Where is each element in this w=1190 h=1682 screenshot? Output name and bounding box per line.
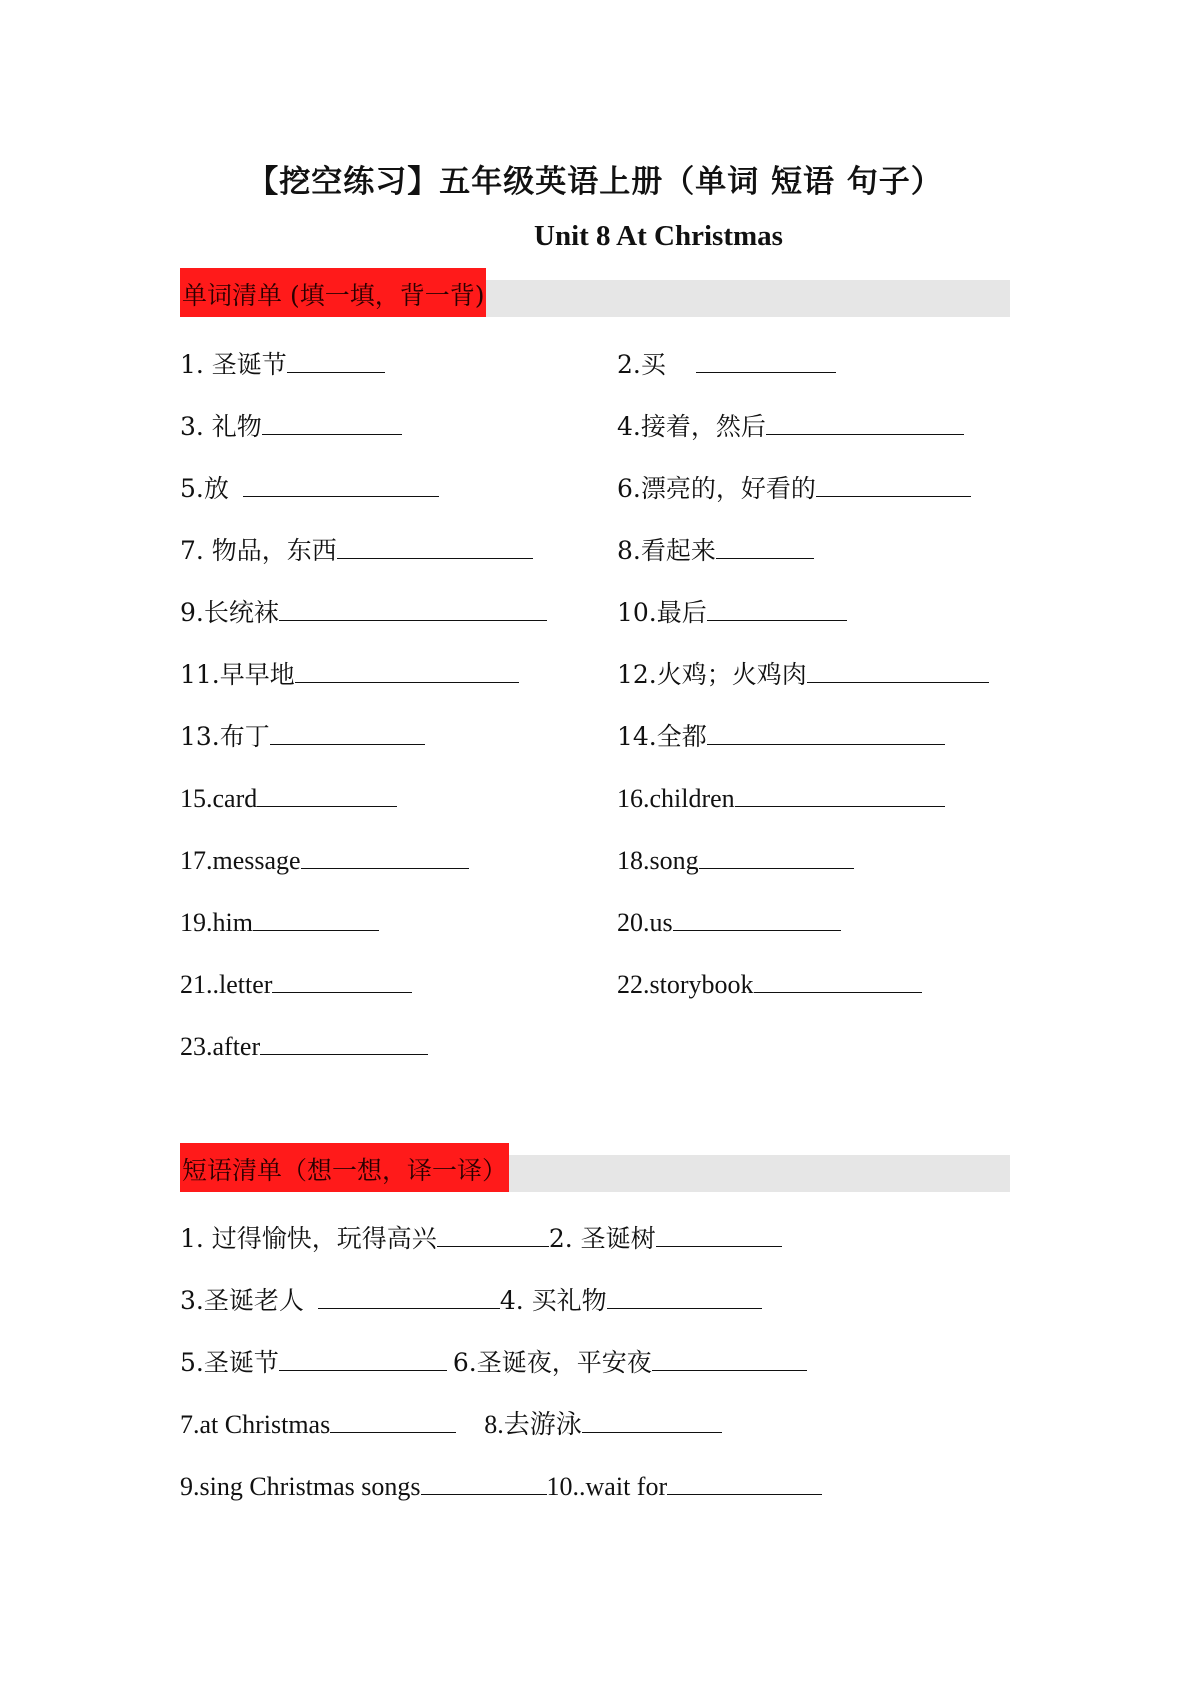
vocab-item-5: 5.放 <box>180 470 439 506</box>
vocab-item-17: 17.message <box>180 842 469 878</box>
vocab-item-1: 1. 圣诞节 <box>180 346 385 382</box>
vocab-item-16: 16.children <box>617 780 945 816</box>
vocab-item-3: 3. 礼物 <box>180 408 402 444</box>
vocab-item-20: 20.us <box>617 904 841 940</box>
unit-subtitle: Unit 8 At Christmas <box>534 220 783 252</box>
vocab-item-12: 12.火鸡；火鸡肉 <box>617 656 989 692</box>
vocab-section-heading: 单词清单 (填一填，背一背) <box>180 268 486 317</box>
vocab-item-4: 4.接着，然后 <box>617 408 964 444</box>
phrase-item-1: 1. 过得愉快，玩得高兴 <box>180 1224 437 1253</box>
vocab-item-23: 23.after <box>180 1028 428 1064</box>
page-title: 【挖空练习】五年级英语上册（单词 短语 句子） <box>247 164 943 200</box>
vocab-item-2: 2.买 <box>617 346 836 382</box>
vocab-item-9: 9.长统袜 <box>180 594 547 630</box>
vocab-item-13: 13.布丁 <box>180 718 425 754</box>
phrase-item-3: 3.圣诞老人 <box>180 1286 304 1315</box>
phrase-row-5 <box>180 1468 822 1504</box>
vocab-item-10: 10.最后 <box>617 594 847 630</box>
phrase-row-4 <box>180 1406 722 1442</box>
vocab-item-7: 7. 物品，东西 <box>180 532 533 568</box>
phrase-row-1 <box>180 1220 782 1256</box>
phrase-item-4: 4. 买礼物 <box>499 1286 607 1315</box>
vocab-item-21: 21..letter <box>180 966 412 1002</box>
vocab-item-6: 6.漂亮的，好看的 <box>617 470 971 506</box>
vocab-item-19: 19.him <box>180 904 379 940</box>
vocab-item-18: 18.song <box>617 842 854 878</box>
vocab-item-11: 11.早早地 <box>180 656 519 692</box>
phrase-item-6: 6.圣诞夜，平安夜 <box>452 1348 652 1377</box>
phrase-item-10: 10..wait for <box>546 1472 668 1501</box>
vocab-item-15: 15.card <box>180 780 397 816</box>
phrase-row-3 <box>180 1344 807 1380</box>
phrase-item-5: 5.圣诞节 <box>180 1348 279 1377</box>
phrases-section-bar <box>180 1155 1010 1192</box>
vocab-item-8: 8.看起来 <box>617 532 814 568</box>
phrase-item-8: 8.去游泳 <box>484 1410 582 1439</box>
phrase-item-7: 7.at Christmas <box>180 1410 331 1439</box>
vocab-section-bar <box>180 280 1010 317</box>
phrases-section-heading: 短语清单（想一想，译一译） <box>180 1143 509 1192</box>
vocab-item-14: 14.全都 <box>617 718 945 754</box>
phrase-item-2: 2. 圣诞树 <box>548 1224 656 1253</box>
phrase-row-2 <box>180 1282 762 1318</box>
vocab-item-22: 22.storybook <box>617 966 922 1002</box>
phrase-item-9: 9.sing Christmas songs <box>180 1472 421 1501</box>
